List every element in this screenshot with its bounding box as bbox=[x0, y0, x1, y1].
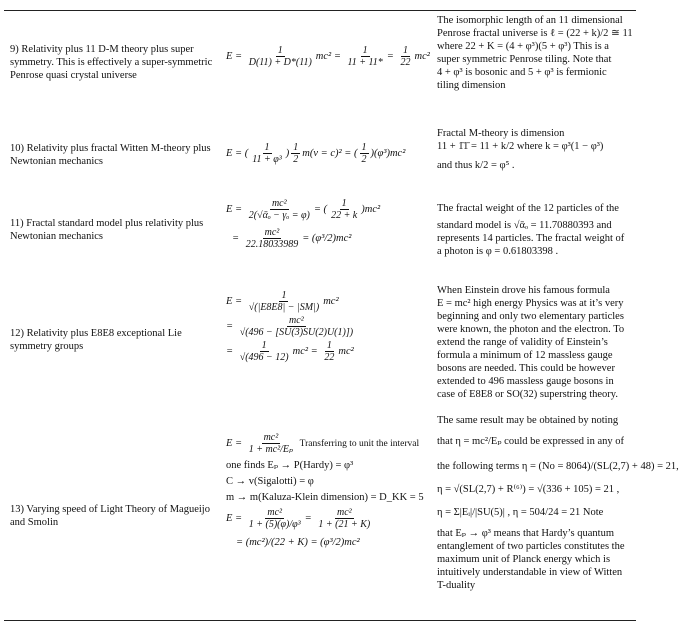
fraction: $\frac{1}{√(|E8E8| - |SM|)}$ bbox=[248, 290, 320, 313]
row-11-notes: The fractal weight of the 12 particles of the standard model is √ᾱₒ = 11.70880393 and represents 14 particles. The fractal weight of a photon is φ = 0.61803398 . bbox=[437, 203, 625, 257]
row-13-label: 13) Varying speed of Light Theory of Magueijo and Smolin bbox=[10, 504, 210, 528]
fraction: $\frac{1}{2}$ bbox=[361, 142, 367, 165]
fraction: $\frac{1}{D(11) + D*(11)}$ bbox=[248, 45, 312, 68]
top-rule bbox=[4, 10, 636, 11]
bottom-rule bbox=[4, 620, 636, 621]
row-13-equation: E = $\frac{\text{mc²}}{\text{1 + mc²/Eₚ}}$ Transferring to unit the interval one finds Eₚ → P(Hardy) = φ³ C → v(Sigalotti) = φ m → m(Kaluza-Klein dimension) = D_KK = 5 E = $\frac{\text{mc²}}{\text{1 + (5)(φ)/φ³}}$ = $\frac{\text{mc²}}{1 + (21 + K)}$ = (mc²)/(22 + K) = (φ³/2)mc² bbox=[226, 432, 424, 548]
row-13-notes: The same result may be obtained by noting that η = mc²/Eₚ could be expressed in any of the following terms η = (No = 8064)/(SL(2,7) + 48) = 21, η = √(SL(2,7) + R⁽⁶⁾) = √(336 + 105) = 21 , η = Σ|Eᵢ|/|SU(5)| , η = 504/24 = 21 Note that Eₚ → φ³ means that Hardy’s quantum entanglement of two particles constitutes the maximum unit of Planck energy which is intuitively understandable in view of Witten T-duality bbox=[437, 415, 679, 591]
fraction: $\frac{\text{mc²}}{\text{1 + mc²/Eₚ}}$ bbox=[248, 432, 294, 455]
row-9-label: 9) Relativity plus 11 D-M theory plus super symmetry. This is effectively a super-symmetric Penrose quasi crystal universe bbox=[10, 44, 213, 81]
fraction: $\frac{\text{mc²}}{\text{1 + (5)(φ)/φ³}}$ bbox=[248, 507, 301, 530]
row-9-equation: E = $\frac{1}{D(11) + D*(11)}$ mc² = $\frac{1}{11 + 11*}$ = $\frac{1}{22}$ mc² bbox=[226, 45, 430, 68]
row-11-equation: E = $\frac{\text{mc²}}{\text{2(√ᾱₒ − γₒ = φ)}}$ = ( $\frac{1}{22 + k}$ )mc² = $\frac{\text{mc²}}{22.18033989}$ = (φ³/2)mc² bbox=[226, 198, 381, 250]
fraction: $\frac{1}{11 + 11*}$ bbox=[347, 45, 383, 68]
row-11-label: 11) Fractal standard model plus relativity plus Newtonian mechanics bbox=[10, 218, 204, 242]
fraction: $\frac{\text{mc²}}{1 + (21 + K)}$ bbox=[318, 507, 371, 530]
fraction: $\frac{\text{mc²}}{22.18033989}$ bbox=[245, 227, 299, 250]
fraction: $\frac{\text{mc²}}{\text{2(√ᾱₒ − γₒ = φ)}}$ bbox=[248, 198, 310, 221]
fraction: $\frac{1}{22}$ bbox=[324, 340, 335, 363]
row-10-notes: Fractal M-theory is dimension 11 + 1̄1̄ = 11 + k/2 where k = φ³(1 − φ³) and thus k/2 = φ⁵ . bbox=[437, 128, 604, 171]
fraction: $\frac{1}{\text{11 + φ³}}$ bbox=[252, 142, 282, 165]
row-10-label: 10) Relativity plus fractal Witten M-theory plus Newtonian mechanics bbox=[10, 143, 211, 167]
fraction: $\frac{1}{2}$ bbox=[293, 142, 299, 165]
fraction: $\frac{\text{mc²}}{√(496 - [SU(3)SU(2)U(1)])}$ bbox=[239, 315, 354, 338]
fraction: $\frac{1}{22}$ bbox=[400, 45, 411, 68]
fraction: $\frac{1}{√(496 - 12)}$ bbox=[239, 340, 289, 363]
fraction: $\frac{1}{22 + k}$ bbox=[331, 198, 358, 221]
row-9-notes: The isomorphic length of an 11 dimensional Penrose fractal universe is ℓ = (22 + k)/2 ≅ 11 where 22 + K = (4 + φ³)(5 + φ³) This is a super symmetric Penrose tiling. Note that 4 + φ³ is bosonic and 5 + φ³ is fermionic tiling dimension bbox=[437, 15, 633, 91]
row-12-equation: E = $\frac{1}{√(|E8E8| - |SM|)}$ mc² = $\frac{\text{mc²}}{√(496 - [SU(3)SU(2)U(1)])}$ = $\frac{1}{√(496 - 12)}$ mc² = $\frac{1}{22}$ mc² bbox=[226, 290, 354, 363]
row-12-notes: When Einstein drove his famous formula E = mc² high energy Physics was at it’s very beginning and only two elementary particles were known, the photon and the electron. To extend the range of validity of Einstein’s formula a minimum of 12 massless gauge bosons are needed. This could be however extended to 496 massless gauge bosons in case of E8E8 or SO(32) superstring theory. bbox=[437, 285, 625, 400]
row-12-label: 12) Relativity plus E8E8 exceptional Lie symmetry groups bbox=[10, 328, 182, 352]
row-10-equation: E = ( $\frac{1}{\text{11 + φ³}}$ ) $\frac{1}{2}$ m(v = c)² = ( $\frac{1}{2}$ )(φ³)mc² bbox=[226, 142, 406, 165]
